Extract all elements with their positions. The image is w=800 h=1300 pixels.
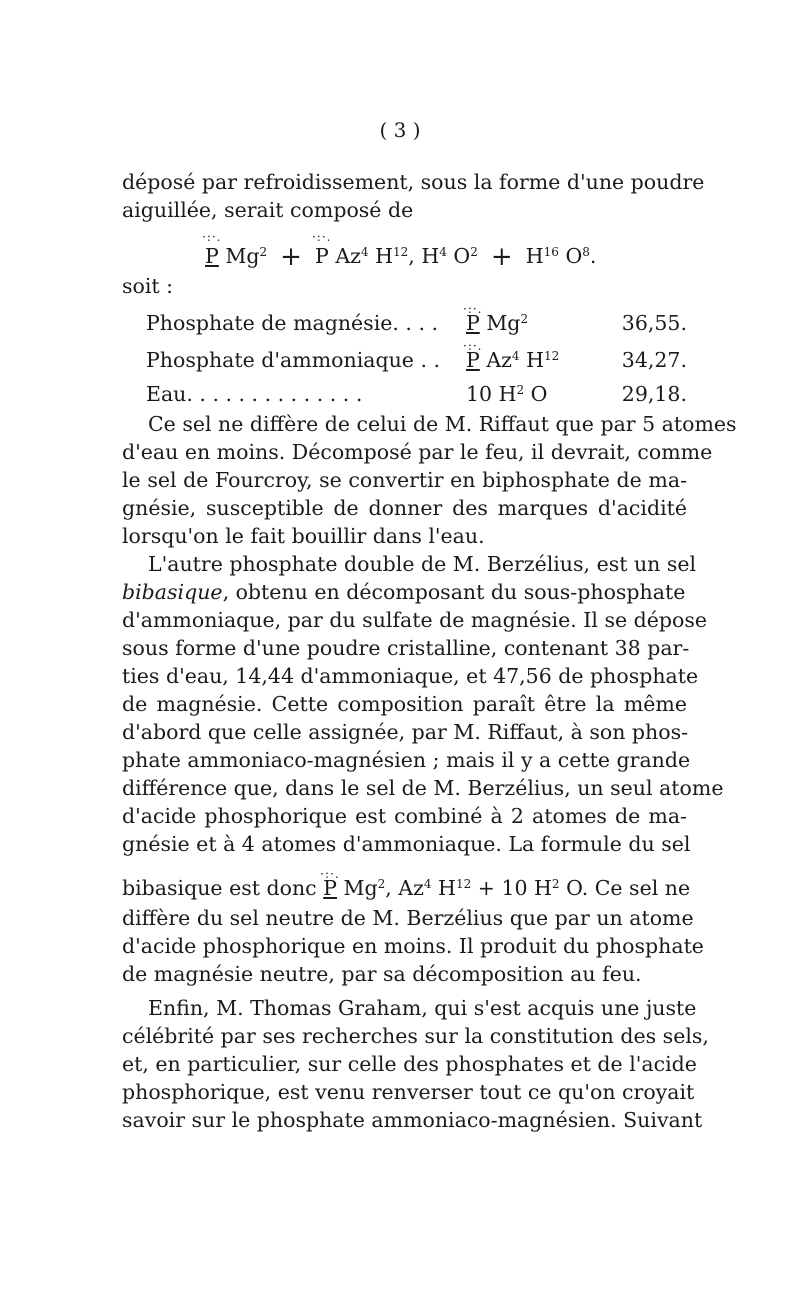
row-label: Phosphate de magnésie. . . . <box>146 311 439 335</box>
row-value: 29,18. <box>621 382 687 406</box>
formula-symbol: Az <box>335 244 361 268</box>
formula-symbol: P <box>314 244 329 268</box>
text-line: phate ammoniaco-magnésien ; mais il y a cette grande <box>122 748 691 772</box>
formula-symbol: , Az <box>385 876 424 900</box>
text-line: d'ammoniaque, par du sulfate de magnésie. Il se dépose <box>122 608 707 632</box>
formula-index: 12 <box>392 245 409 259</box>
text-line: ties d'eau, 14,44 d'ammoniaque, et 47,56 de phosphate <box>122 664 699 688</box>
formula-index: 2 <box>516 383 525 397</box>
oxygen-dots: ·:·. <box>311 230 332 244</box>
plus-sign: + <box>280 242 302 272</box>
formula-symbol: O <box>453 244 471 268</box>
text-line: diffère du sel neutre de M. Berzélius que par un atome <box>122 906 694 930</box>
text-line <box>122 867 691 902</box>
text-line: déposé par refroidissement, sous la forme d'une poudre <box>122 170 705 194</box>
text-line: gnésie, susceptible de donner des marques d'acidité <box>122 496 687 520</box>
row-formula <box>466 380 547 408</box>
chemical-formula <box>202 230 597 272</box>
text-line: phosphorique, est venu renverser tout ce qu'on croyait <box>122 1080 695 1104</box>
formula-index: 2 <box>259 245 268 259</box>
oxygen-dots: ·:·. <box>320 867 340 881</box>
formula-symbol: P <box>466 348 480 372</box>
italic-term: bibasique <box>122 580 223 604</box>
text-line: sous forme d'une poudre cristalline, contenant 38 par- <box>122 636 690 660</box>
formula-symbol: Mg <box>225 244 260 268</box>
row-label: Eau. . . . . . . . . . . . . . <box>146 382 363 406</box>
formula-symbol: 10 H <box>466 382 517 406</box>
text-run: bibasique est donc <box>122 876 317 900</box>
text-line: Ce sel ne diffère de celui de M. Riffaut que par 5 atomes <box>148 412 737 436</box>
page-number: ( 3 ) <box>379 118 421 142</box>
plus-sign: + <box>490 242 513 272</box>
text-run: , obtenu en décomposant du sous-phosphate <box>222 580 686 604</box>
formula-separator: , <box>408 244 415 268</box>
row-value: 34,27. <box>621 348 687 372</box>
row-label: Phosphate d'ammoniaque . . <box>146 348 440 372</box>
formula-symbol: 10 H <box>501 876 552 900</box>
formula-symbol: O <box>565 244 583 268</box>
formula-index: 12 <box>455 877 472 891</box>
text-line: soit : <box>122 274 174 298</box>
formula-period: . <box>589 244 597 268</box>
text-line: savoir sur le phosphate ammoniaco-magnésien. Suivant <box>122 1108 703 1132</box>
oxygen-dots: ·:·. <box>463 302 483 316</box>
formula-symbol: O <box>524 382 548 406</box>
formula-index: 4 <box>439 245 447 259</box>
text-line: aiguillée, serait composé de <box>122 198 414 222</box>
text-line <box>122 578 687 606</box>
formula-symbol: Az <box>479 348 512 372</box>
formula-index: 2 <box>470 245 478 259</box>
formula-symbol: H <box>519 348 544 372</box>
formula-symbol: Mg <box>479 311 521 335</box>
text-line: d'acide phosphorique en moins. Il produit du phosphate <box>122 934 704 958</box>
text-line: d'eau en moins. Décomposé par le feu, il devrait, comme <box>122 440 713 464</box>
text-line: différence que, dans le sel de M. Berzélius, un seul atome <box>122 776 724 800</box>
text-line: L'autre phosphate double de M. Berzélius, est un sel <box>148 552 697 576</box>
oxygen-dots: ·:·. <box>202 230 222 244</box>
text-line: et, en particulier, sur celle des phosphates et de l'acide <box>122 1052 697 1076</box>
formula-symbol: P <box>323 876 337 900</box>
text-line: lorsqu'on le fait bouillir dans l'eau. <box>122 524 485 548</box>
formula-index: 2 <box>520 312 529 326</box>
formula-symbol: H <box>525 244 544 268</box>
plus-sign: + <box>471 876 502 900</box>
text-run: . Ce sel ne <box>581 876 691 900</box>
text-line: d'acide phosphorique est combiné à 2 atomes de ma- <box>122 804 687 828</box>
formula-symbol: Mg <box>336 876 378 900</box>
text-line: Enfin, M. Thomas Graham, qui s'est acquis une juste <box>148 996 697 1020</box>
formula-index: 4 <box>360 245 369 259</box>
text-line: de magnésie neutre, par sa décomposition au feu. <box>122 962 642 986</box>
formula-index: 2 <box>377 877 386 891</box>
formula-symbol: P <box>466 311 480 335</box>
formula-symbol: P <box>205 244 219 268</box>
text-line: de magnésie. Cette composition paraît être la même <box>122 692 687 716</box>
text-line: d'abord que celle assignée, par M. Riffaut, à son phos- <box>122 720 689 744</box>
formula-symbol: O <box>559 876 582 900</box>
formula-index: 8 <box>582 245 590 259</box>
formula-symbol: H <box>421 244 440 268</box>
inline-formula <box>320 867 582 900</box>
row-formula <box>463 339 560 374</box>
formula-symbol: H <box>431 876 456 900</box>
formula-index: 16 <box>543 245 559 259</box>
oxygen-dots: ·:·. <box>463 339 483 353</box>
text-line: célébrité par ses recherches sur la constitution des sels, <box>122 1024 709 1048</box>
formula-index: 4 <box>511 349 520 363</box>
formula-index: 12 <box>543 349 560 363</box>
row-value: 36,55. <box>621 311 687 335</box>
formula-index: 2 <box>551 877 560 891</box>
text-line: le sel de Fourcroy, se convertir en biphosphate de ma- <box>122 468 687 492</box>
text-line: gnésie et à 4 atomes d'ammoniaque. La formule du sel <box>122 832 691 856</box>
formula-symbol: H <box>375 244 393 268</box>
formula-index: 4 <box>423 877 432 891</box>
